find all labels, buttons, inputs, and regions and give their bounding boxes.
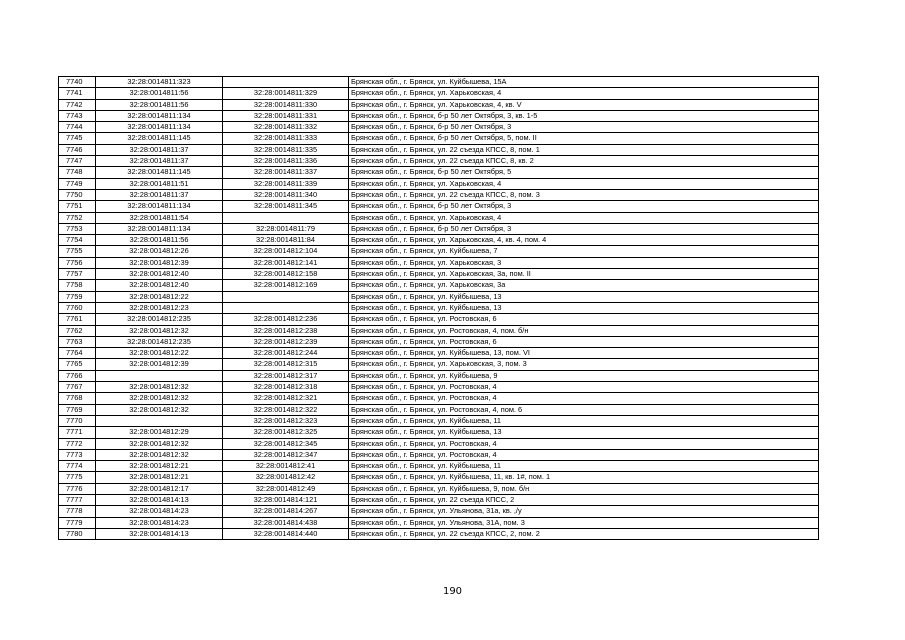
table-row — [59, 483, 819, 494]
address-cell: Брянская обл., г. Брянск, ул. Харьковская, 3 — [349, 257, 819, 268]
row-number-cell: 7774 — [59, 461, 96, 472]
table-row — [59, 189, 819, 200]
address-cell: Брянская обл., г. Брянск, ул. Харьковская, 3а — [349, 280, 819, 291]
table-row — [59, 88, 819, 99]
address-cell: Брянская обл., г. Брянск, ул. Харьковская, 4 — [349, 88, 819, 99]
row-number-cell: 7766 — [59, 370, 96, 381]
cadastral-number-cell: 32:28:0014811:339 — [223, 178, 349, 189]
table-row — [59, 133, 819, 144]
registry-table-body — [59, 77, 819, 540]
table-row — [59, 167, 819, 178]
address-cell: Брянская обл., г. Брянск, ул. Куйбышева, 9 — [349, 370, 819, 381]
parent-cadastral-number-cell: 32:28:0014811:37 — [96, 156, 223, 167]
row-number-cell: 7758 — [59, 280, 96, 291]
parent-cadastral-number-cell: 32:28:0014812:32 — [96, 393, 223, 404]
address-cell: Брянская обл., г. Брянск, ул. Куйбышева, 13 — [349, 302, 819, 313]
row-number-cell: 7750 — [59, 189, 96, 200]
table-row — [59, 280, 819, 291]
address-cell: Брянская обл., г. Брянск, ул. 22 съезда КПСС, 2, пом. 2 — [349, 528, 819, 539]
table-row — [59, 348, 819, 359]
cadastral-number-cell: 32:28:0014812:158 — [223, 269, 349, 280]
table-row — [59, 144, 819, 155]
row-number-cell: 7753 — [59, 223, 96, 234]
address-cell: Брянская обл., г. Брянск, ул. 22 съезда КПСС, 2 — [349, 494, 819, 505]
cadastral-number-cell: 32:28:0014811:331 — [223, 110, 349, 121]
table-row — [59, 178, 819, 189]
parent-cadastral-number-cell: 32:28:0014812:235 — [96, 336, 223, 347]
cadastral-number-cell: 32:28:0014811:332 — [223, 122, 349, 133]
row-number-cell: 7743 — [59, 110, 96, 121]
address-cell: Брянская обл., г. Брянск, ул. 22 съезда КПСС, 8, пом. 1 — [349, 144, 819, 155]
address-cell: Брянская обл., г. Брянск, ул. Куйбышева, 13, пом. VI — [349, 348, 819, 359]
address-cell: Брянская обл., г. Брянск, ул. Харьковская, 3а, пом. II — [349, 269, 819, 280]
table-row — [59, 257, 819, 268]
table-row — [59, 506, 819, 517]
parent-cadastral-number-cell: 32:28:0014812:23 — [96, 302, 223, 313]
cadastral-number-cell: 32:28:0014811:337 — [223, 167, 349, 178]
parent-cadastral-number-cell: 32:28:0014814:23 — [96, 517, 223, 528]
address-cell: Брянская обл., г. Брянск, б-р 50 лет Октября, 5 — [349, 167, 819, 178]
address-cell: Брянская обл., г. Брянск, ул. Харьковская, 3, пом. 3 — [349, 359, 819, 370]
parent-cadastral-number-cell: 32:28:0014812:22 — [96, 291, 223, 302]
cadastral-number-cell — [223, 302, 349, 313]
row-number-cell: 7762 — [59, 325, 96, 336]
address-cell: Брянская обл., г. Брянск, ул. Куйбышева, 11 — [349, 461, 819, 472]
table-row — [59, 528, 819, 539]
cadastral-number-cell: 32:28:0014811:84 — [223, 235, 349, 246]
row-number-cell: 7778 — [59, 506, 96, 517]
table-row — [59, 269, 819, 280]
address-cell: Брянская обл., г. Брянск, ул. 22 съезда КПСС, 8, кв. 2 — [349, 156, 819, 167]
parent-cadastral-number-cell: 32:28:0014811:323 — [96, 77, 223, 88]
table-row — [59, 110, 819, 121]
cadastral-number-cell: 32:28:0014812:318 — [223, 382, 349, 393]
address-cell: Брянская обл., г. Брянск, ул. Харьковская, 4 — [349, 212, 819, 223]
parent-cadastral-number-cell: 32:28:0014812:21 — [96, 461, 223, 472]
address-cell: Брянская обл., г. Брянск, ул. Ульянова, 31А, пом. 3 — [349, 517, 819, 528]
address-cell: Брянская обл., г. Брянск, ул. Куйбышева, 13 — [349, 291, 819, 302]
row-number-cell: 7740 — [59, 77, 96, 88]
cadastral-number-cell: 32:28:0014812:315 — [223, 359, 349, 370]
address-cell: Брянская обл., г. Брянск, ул. Ростовская, 4, пом. 6 — [349, 404, 819, 415]
table-row — [59, 235, 819, 246]
parent-cadastral-number-cell: 32:28:0014812:235 — [96, 314, 223, 325]
cadastral-number-cell — [223, 212, 349, 223]
row-number-cell: 7756 — [59, 257, 96, 268]
row-number-cell: 7765 — [59, 359, 96, 370]
cadastral-number-cell: 32:28:0014812:322 — [223, 404, 349, 415]
row-number-cell: 7760 — [59, 302, 96, 313]
address-cell: Брянская обл., г. Брянск, б-р 50 лет Октября, 5, пом. II — [349, 133, 819, 144]
parent-cadastral-number-cell: 32:28:0014812:39 — [96, 359, 223, 370]
address-cell: Брянская обл., г. Брянск, ул. Куйбышева, 13 — [349, 427, 819, 438]
cadastral-number-cell: 32:28:0014811:335 — [223, 144, 349, 155]
table-row — [59, 494, 819, 505]
row-number-cell: 7742 — [59, 99, 96, 110]
address-cell: Брянская обл., г. Брянск, ул. Ростовская, 4 — [349, 438, 819, 449]
parent-cadastral-number-cell: 32:28:0014811:56 — [96, 99, 223, 110]
table-row — [59, 302, 819, 313]
cadastral-number-cell: 32:28:0014812:239 — [223, 336, 349, 347]
row-number-cell: 7763 — [59, 336, 96, 347]
cadastral-number-cell — [223, 77, 349, 88]
parent-cadastral-number-cell: 32:28:0014812:40 — [96, 280, 223, 291]
address-cell: Брянская обл., г. Брянск, ул. Харьковская, 4 — [349, 178, 819, 189]
table-row — [59, 427, 819, 438]
table-row — [59, 517, 819, 528]
parent-cadastral-number-cell: 32:28:0014812:32 — [96, 325, 223, 336]
row-number-cell: 7752 — [59, 212, 96, 223]
table-row — [59, 246, 819, 257]
row-number-cell: 7757 — [59, 269, 96, 280]
address-cell: Брянская обл., г. Брянск, ул. Харьковская, 4, кв. V — [349, 99, 819, 110]
cadastral-number-cell: 32:28:0014811:330 — [223, 99, 349, 110]
parent-cadastral-number-cell: 32:28:0014812:39 — [96, 257, 223, 268]
cadastral-number-cell: 32:28:0014812:169 — [223, 280, 349, 291]
row-number-cell: 7780 — [59, 528, 96, 539]
address-cell: Брянская обл., г. Брянск, ул. 22 съезда КПСС, 8, пом. 3 — [349, 189, 819, 200]
cadastral-number-cell: 32:28:0014811:340 — [223, 189, 349, 200]
parent-cadastral-number-cell: 32:28:0014811:145 — [96, 133, 223, 144]
row-number-cell: 7767 — [59, 382, 96, 393]
table-row — [59, 438, 819, 449]
table-row — [59, 99, 819, 110]
parent-cadastral-number-cell: 32:28:0014812:17 — [96, 483, 223, 494]
table-row — [59, 359, 819, 370]
address-cell: Брянская обл., г. Брянск, б-р 50 лет Октября, 3 — [349, 223, 819, 234]
row-number-cell: 7772 — [59, 438, 96, 449]
table-row — [59, 336, 819, 347]
cadastral-number-cell: 32:28:0014812:141 — [223, 257, 349, 268]
parent-cadastral-number-cell: 32:28:0014811:37 — [96, 144, 223, 155]
parent-cadastral-number-cell: 32:28:0014811:54 — [96, 212, 223, 223]
parent-cadastral-number-cell: 32:28:0014812:29 — [96, 427, 223, 438]
row-number-cell: 7775 — [59, 472, 96, 483]
row-number-cell: 7776 — [59, 483, 96, 494]
parent-cadastral-number-cell: 32:28:0014811:56 — [96, 235, 223, 246]
row-number-cell: 7745 — [59, 133, 96, 144]
cadastral-number-cell: 32:28:0014811:79 — [223, 223, 349, 234]
cadastral-number-cell: 32:28:0014812:244 — [223, 348, 349, 359]
address-cell: Брянская обл., г. Брянск, ул. Ростовская, 6 — [349, 336, 819, 347]
row-number-cell: 7770 — [59, 415, 96, 426]
cadastral-number-cell: 32:28:0014811:345 — [223, 201, 349, 212]
cadastral-number-cell: 32:28:0014811:329 — [223, 88, 349, 99]
cadastral-number-cell: 32:28:0014812:104 — [223, 246, 349, 257]
parent-cadastral-number-cell — [96, 415, 223, 426]
row-number-cell: 7748 — [59, 167, 96, 178]
parent-cadastral-number-cell: 32:28:0014811:134 — [96, 122, 223, 133]
parent-cadastral-number-cell: 32:28:0014811:51 — [96, 178, 223, 189]
table-row — [59, 404, 819, 415]
cadastral-number-cell: 32:28:0014812:317 — [223, 370, 349, 381]
cadastral-number-cell: 32:28:0014812:325 — [223, 427, 349, 438]
address-cell: Брянская обл., г. Брянск, ул. Ульянова, 31а, кв. ,/у — [349, 506, 819, 517]
parent-cadastral-number-cell: 32:28:0014812:40 — [96, 269, 223, 280]
address-cell: Брянская обл., г. Брянск, б-р 50 лет Октября, 3 — [349, 201, 819, 212]
cadastral-number-cell: 32:28:0014811:333 — [223, 133, 349, 144]
cadastral-number-cell — [223, 291, 349, 302]
parent-cadastral-number-cell: 32:28:0014812:32 — [96, 382, 223, 393]
row-number-cell: 7746 — [59, 144, 96, 155]
row-number-cell: 7764 — [59, 348, 96, 359]
page-number: 190 — [442, 586, 463, 597]
registry-table — [58, 76, 819, 540]
cadastral-number-cell: 32:28:0014812:238 — [223, 325, 349, 336]
parent-cadastral-number-cell — [96, 370, 223, 381]
address-cell: Брянская обл., г. Брянск, ул. Куйбышева, 7 — [349, 246, 819, 257]
row-number-cell: 7741 — [59, 88, 96, 99]
cadastral-number-cell: 32:28:0014812:347 — [223, 449, 349, 460]
parent-cadastral-number-cell: 32:28:0014814:13 — [96, 494, 223, 505]
cadastral-number-cell: 32:28:0014812:236 — [223, 314, 349, 325]
cadastral-number-cell: 32:28:0014812:345 — [223, 438, 349, 449]
table-row — [59, 472, 819, 483]
row-number-cell: 7779 — [59, 517, 96, 528]
row-number-cell: 7771 — [59, 427, 96, 438]
row-number-cell: 7744 — [59, 122, 96, 133]
table-row — [59, 393, 819, 404]
table-row — [59, 382, 819, 393]
cadastral-number-cell: 32:28:0014811:336 — [223, 156, 349, 167]
table-row — [59, 461, 819, 472]
cadastral-number-cell: 32:28:0014812:42 — [223, 472, 349, 483]
parent-cadastral-number-cell: 32:28:0014812:32 — [96, 438, 223, 449]
table-row — [59, 77, 819, 88]
parent-cadastral-number-cell: 32:28:0014811:145 — [96, 167, 223, 178]
table-row — [59, 223, 819, 234]
table-row — [59, 415, 819, 426]
parent-cadastral-number-cell: 32:28:0014811:134 — [96, 201, 223, 212]
row-number-cell: 7749 — [59, 178, 96, 189]
cadastral-number-cell: 32:28:0014812:323 — [223, 415, 349, 426]
address-cell: Брянская обл., г. Брянск, ул. Ростовская, 6 — [349, 314, 819, 325]
parent-cadastral-number-cell: 32:28:0014811:134 — [96, 110, 223, 121]
address-cell: Брянская обл., г. Брянск, б-р 50 лет Октября, 3 — [349, 122, 819, 133]
parent-cadastral-number-cell: 32:28:0014814:13 — [96, 528, 223, 539]
row-number-cell: 7768 — [59, 393, 96, 404]
parent-cadastral-number-cell: 32:28:0014811:56 — [96, 88, 223, 99]
table-row — [59, 291, 819, 302]
table-row — [59, 325, 819, 336]
address-cell: Брянская обл., г. Брянск, б-р 50 лет Октября, 3, кв. 1-5 — [349, 110, 819, 121]
parent-cadastral-number-cell: 32:28:0014812:22 — [96, 348, 223, 359]
cadastral-number-cell: 32:28:0014812:41 — [223, 461, 349, 472]
row-number-cell: 7755 — [59, 246, 96, 257]
cadastral-number-cell: 32:28:0014814:267 — [223, 506, 349, 517]
cadastral-number-cell: 32:28:0014814:121 — [223, 494, 349, 505]
table-row — [59, 122, 819, 133]
parent-cadastral-number-cell: 32:28:0014812:32 — [96, 449, 223, 460]
address-cell: Брянская обл., г. Брянск, ул. Ростовская, 4 — [349, 393, 819, 404]
address-cell: Брянская обл., г. Брянск, ул. Куйбышева, 11 — [349, 415, 819, 426]
row-number-cell: 7754 — [59, 235, 96, 246]
row-number-cell: 7751 — [59, 201, 96, 212]
address-cell: Брянская обл., г. Брянск, ул. Ростовская, 4, пом. б/н — [349, 325, 819, 336]
row-number-cell: 7761 — [59, 314, 96, 325]
parent-cadastral-number-cell: 32:28:0014812:32 — [96, 404, 223, 415]
row-number-cell: 7747 — [59, 156, 96, 167]
parent-cadastral-number-cell: 32:28:0014812:26 — [96, 246, 223, 257]
table-row — [59, 314, 819, 325]
row-number-cell: 7769 — [59, 404, 96, 415]
table-row — [59, 370, 819, 381]
address-cell: Брянская обл., г. Брянск, ул. Куйбышева, 9, пом. б/н — [349, 483, 819, 494]
parent-cadastral-number-cell: 32:28:0014814:23 — [96, 506, 223, 517]
cadastral-number-cell: 32:28:0014812:49 — [223, 483, 349, 494]
row-number-cell: 7773 — [59, 449, 96, 460]
row-number-cell: 7777 — [59, 494, 96, 505]
parent-cadastral-number-cell: 32:28:0014811:37 — [96, 189, 223, 200]
address-cell: Брянская обл., г. Брянск, ул. Харьковская, 4, кв. 4, пом. 4 — [349, 235, 819, 246]
cadastral-number-cell: 32:28:0014814:440 — [223, 528, 349, 539]
address-cell: Брянская обл., г. Брянск, ул. Куйбышева, 15А — [349, 77, 819, 88]
table-row — [59, 212, 819, 223]
cadastral-number-cell: 32:28:0014814:438 — [223, 517, 349, 528]
address-cell: Брянская обл., г. Брянск, ул. Ростовская, 4 — [349, 449, 819, 460]
cadastral-number-cell: 32:28:0014812:321 — [223, 393, 349, 404]
row-number-cell: 7759 — [59, 291, 96, 302]
parent-cadastral-number-cell: 32:28:0014811:134 — [96, 223, 223, 234]
address-cell: Брянская обл., г. Брянск, ул. Ростовская, 4 — [349, 382, 819, 393]
table-row — [59, 449, 819, 460]
table-row — [59, 156, 819, 167]
table-row — [59, 201, 819, 212]
address-cell: Брянская обл., г. Брянск, ул. Куйбышева, 11, кв. 1#, пом. 1 — [349, 472, 819, 483]
parent-cadastral-number-cell: 32:28:0014812:21 — [96, 472, 223, 483]
